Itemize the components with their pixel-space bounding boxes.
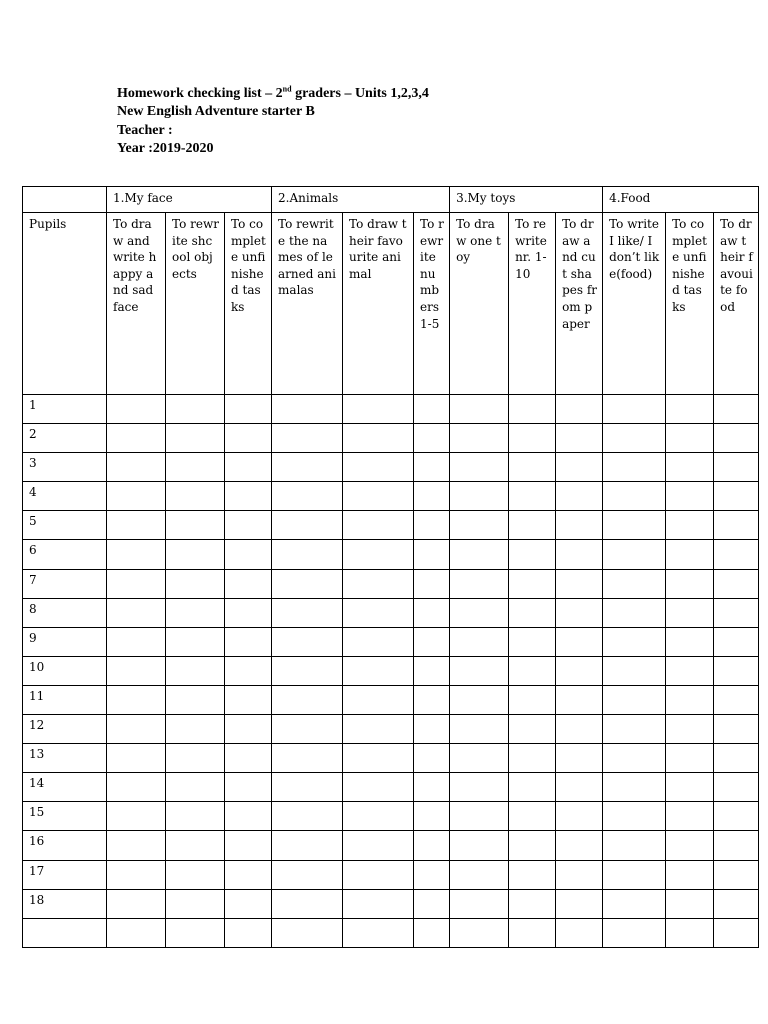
- header-title-line: [117, 85, 429, 103]
- check-cell[interactable]: [450, 569, 509, 598]
- check-cell[interactable]: [225, 656, 272, 685]
- check-cell[interactable]: [666, 395, 714, 424]
- check-cell[interactable]: [225, 715, 272, 744]
- table-row: [23, 453, 759, 482]
- task-header: To rewrite numbers 1-5: [414, 213, 450, 395]
- check-cell[interactable]: [414, 598, 450, 627]
- check-cell[interactable]: [414, 656, 450, 685]
- check-cell[interactable]: [714, 656, 759, 685]
- check-cell[interactable]: [414, 860, 450, 889]
- check-cell[interactable]: [714, 540, 759, 569]
- check-cell[interactable]: [107, 395, 166, 424]
- pupil-number: 12: [23, 715, 107, 744]
- check-cell[interactable]: [225, 482, 272, 511]
- check-cell[interactable]: [166, 482, 225, 511]
- check-cell[interactable]: [166, 773, 225, 802]
- check-cell[interactable]: [107, 773, 166, 802]
- check-cell[interactable]: [225, 453, 272, 482]
- check-cell[interactable]: [666, 831, 714, 860]
- check-cell[interactable]: [414, 482, 450, 511]
- check-cell[interactable]: [603, 540, 666, 569]
- check-cell[interactable]: [414, 715, 450, 744]
- check-cell[interactable]: [603, 453, 666, 482]
- check-cell[interactable]: [509, 511, 556, 540]
- check-cell[interactable]: [666, 685, 714, 714]
- check-cell[interactable]: [509, 656, 556, 685]
- check-cell[interactable]: [450, 656, 509, 685]
- check-cell[interactable]: [666, 569, 714, 598]
- check-cell[interactable]: [343, 569, 414, 598]
- check-cell[interactable]: [414, 453, 450, 482]
- check-cell[interactable]: [272, 773, 343, 802]
- header-teacher-line: Teacher :: [117, 122, 173, 138]
- check-cell[interactable]: [556, 685, 603, 714]
- header-year-line: Year :2019-2020: [117, 140, 214, 156]
- pupil-number: 15: [23, 802, 107, 831]
- table-row: [23, 860, 759, 889]
- check-cell[interactable]: [666, 482, 714, 511]
- task-header: To complete unfinished tasks: [225, 213, 272, 395]
- check-cell[interactable]: [450, 831, 509, 860]
- check-cell[interactable]: [603, 482, 666, 511]
- check-cell[interactable]: [714, 831, 759, 860]
- check-cell[interactable]: [343, 685, 414, 714]
- header-book-line: New English Adventure starter B: [117, 104, 315, 120]
- check-cell[interactable]: [603, 395, 666, 424]
- check-cell[interactable]: [166, 424, 225, 453]
- pupil-number: 6: [23, 540, 107, 569]
- check-cell[interactable]: [666, 627, 714, 656]
- pupil-number: 4: [23, 482, 107, 511]
- check-cell[interactable]: [343, 715, 414, 744]
- check-cell[interactable]: [509, 569, 556, 598]
- check-cell[interactable]: [556, 918, 603, 947]
- check-cell[interactable]: [714, 802, 759, 831]
- check-cell[interactable]: [450, 424, 509, 453]
- check-cell[interactable]: [414, 569, 450, 598]
- check-cell[interactable]: [272, 860, 343, 889]
- check-cell[interactable]: [666, 918, 714, 947]
- check-cell[interactable]: [343, 453, 414, 482]
- check-cell[interactable]: [272, 598, 343, 627]
- check-cell[interactable]: [714, 395, 759, 424]
- unit-header: 3.My toys: [450, 187, 603, 213]
- homework-checklist-table: [22, 186, 759, 948]
- task-header: To draw and write happy and sad face: [107, 213, 166, 395]
- check-cell[interactable]: [272, 395, 343, 424]
- pupil-number: [23, 918, 107, 947]
- check-cell[interactable]: [166, 918, 225, 947]
- check-cell[interactable]: [343, 511, 414, 540]
- table-row: [23, 511, 759, 540]
- check-cell[interactable]: [556, 540, 603, 569]
- unit-header: 4.Food: [603, 187, 759, 213]
- header-title-superscript: nd: [282, 84, 292, 94]
- table-row: [23, 656, 759, 685]
- check-cell[interactable]: [603, 860, 666, 889]
- check-cell[interactable]: [414, 540, 450, 569]
- task-header: To rewrite nr. 1-10: [509, 213, 556, 395]
- task-header: To draw their favourite animal: [343, 213, 414, 395]
- check-cell[interactable]: [714, 685, 759, 714]
- table-row: [23, 627, 759, 656]
- check-cell[interactable]: [272, 511, 343, 540]
- check-cell[interactable]: [509, 889, 556, 918]
- check-cell[interactable]: [166, 395, 225, 424]
- check-cell[interactable]: [450, 918, 509, 947]
- check-cell[interactable]: [603, 831, 666, 860]
- check-cell[interactable]: [556, 744, 603, 773]
- check-cell[interactable]: [343, 918, 414, 947]
- check-cell[interactable]: [666, 889, 714, 918]
- task-header: To write I like/ I don’t like(food): [603, 213, 666, 395]
- check-cell[interactable]: [556, 831, 603, 860]
- check-cell[interactable]: [166, 569, 225, 598]
- header-title-end: graders – Units 1,2,3,4: [291, 86, 429, 101]
- check-cell[interactable]: [107, 860, 166, 889]
- check-cell[interactable]: [509, 395, 556, 424]
- check-cell[interactable]: [556, 424, 603, 453]
- check-cell[interactable]: [166, 511, 225, 540]
- check-cell[interactable]: [272, 685, 343, 714]
- check-cell[interactable]: [714, 453, 759, 482]
- check-cell[interactable]: [509, 482, 556, 511]
- check-cell[interactable]: [666, 540, 714, 569]
- check-cell[interactable]: [107, 685, 166, 714]
- document-header: [117, 85, 429, 158]
- check-cell[interactable]: [450, 598, 509, 627]
- check-cell[interactable]: [666, 453, 714, 482]
- check-cell[interactable]: [272, 482, 343, 511]
- check-cell[interactable]: [603, 656, 666, 685]
- check-cell[interactable]: [556, 889, 603, 918]
- check-cell[interactable]: [225, 918, 272, 947]
- check-cell[interactable]: [272, 424, 343, 453]
- check-cell[interactable]: [225, 802, 272, 831]
- check-cell[interactable]: [272, 569, 343, 598]
- check-cell[interactable]: [343, 773, 414, 802]
- check-cell[interactable]: [414, 627, 450, 656]
- check-cell[interactable]: [225, 685, 272, 714]
- check-cell[interactable]: [714, 482, 759, 511]
- check-cell[interactable]: [107, 540, 166, 569]
- check-cell[interactable]: [714, 889, 759, 918]
- table-row: [23, 424, 759, 453]
- check-cell[interactable]: [107, 715, 166, 744]
- check-cell[interactable]: [225, 569, 272, 598]
- check-cell[interactable]: [225, 889, 272, 918]
- check-cell[interactable]: [343, 482, 414, 511]
- check-cell[interactable]: [166, 685, 225, 714]
- check-cell[interactable]: [714, 569, 759, 598]
- check-cell[interactable]: [272, 540, 343, 569]
- check-cell[interactable]: [603, 685, 666, 714]
- table-row: [23, 831, 759, 860]
- check-cell[interactable]: [107, 744, 166, 773]
- check-cell[interactable]: [556, 802, 603, 831]
- check-cell[interactable]: [603, 889, 666, 918]
- check-cell[interactable]: [414, 918, 450, 947]
- check-cell[interactable]: [666, 744, 714, 773]
- table-row: [23, 685, 759, 714]
- check-cell[interactable]: [343, 889, 414, 918]
- check-cell[interactable]: [450, 773, 509, 802]
- check-cell[interactable]: [603, 773, 666, 802]
- check-cell[interactable]: [343, 831, 414, 860]
- check-cell[interactable]: [556, 569, 603, 598]
- corner-cell: [23, 187, 107, 213]
- check-cell[interactable]: [343, 598, 414, 627]
- check-cell[interactable]: [450, 482, 509, 511]
- check-cell[interactable]: [343, 395, 414, 424]
- check-cell[interactable]: [666, 802, 714, 831]
- check-cell[interactable]: [166, 453, 225, 482]
- check-cell[interactable]: [450, 744, 509, 773]
- check-cell[interactable]: [450, 627, 509, 656]
- check-cell[interactable]: [509, 860, 556, 889]
- check-cell[interactable]: [225, 424, 272, 453]
- check-cell[interactable]: [450, 395, 509, 424]
- table-row: [23, 744, 759, 773]
- check-cell[interactable]: [450, 889, 509, 918]
- check-cell[interactable]: [225, 395, 272, 424]
- check-cell[interactable]: [666, 715, 714, 744]
- check-cell[interactable]: [343, 627, 414, 656]
- check-cell[interactable]: [450, 860, 509, 889]
- check-cell[interactable]: [166, 715, 225, 744]
- check-cell[interactable]: [225, 831, 272, 860]
- check-cell[interactable]: [450, 453, 509, 482]
- check-cell[interactable]: [107, 424, 166, 453]
- table-row: [23, 773, 759, 802]
- check-cell[interactable]: [666, 424, 714, 453]
- check-cell[interactable]: [166, 598, 225, 627]
- check-cell[interactable]: [414, 889, 450, 918]
- check-cell[interactable]: [343, 540, 414, 569]
- table-row: [23, 598, 759, 627]
- check-cell[interactable]: [714, 627, 759, 656]
- check-cell[interactable]: [556, 715, 603, 744]
- check-cell[interactable]: [714, 860, 759, 889]
- pupil-number: 11: [23, 685, 107, 714]
- check-cell[interactable]: [666, 598, 714, 627]
- check-cell[interactable]: [509, 598, 556, 627]
- check-cell[interactable]: [556, 860, 603, 889]
- check-cell[interactable]: [556, 627, 603, 656]
- check-cell[interactable]: [450, 511, 509, 540]
- check-cell[interactable]: [509, 802, 556, 831]
- check-cell[interactable]: [603, 627, 666, 656]
- check-cell[interactable]: [603, 598, 666, 627]
- table-row: [23, 715, 759, 744]
- check-cell[interactable]: [509, 424, 556, 453]
- check-cell[interactable]: [107, 889, 166, 918]
- check-cell[interactable]: [225, 540, 272, 569]
- check-cell[interactable]: [272, 802, 343, 831]
- check-cell[interactable]: [603, 744, 666, 773]
- check-cell[interactable]: [414, 511, 450, 540]
- check-cell[interactable]: [166, 860, 225, 889]
- check-cell[interactable]: [714, 773, 759, 802]
- check-cell[interactable]: [414, 802, 450, 831]
- check-cell[interactable]: [414, 773, 450, 802]
- header-title-start: Homework checking list – 2: [117, 86, 283, 101]
- task-header: To draw their favouite food: [714, 213, 759, 395]
- check-cell[interactable]: [666, 773, 714, 802]
- pupil-number: 3: [23, 453, 107, 482]
- table-row: [23, 482, 759, 511]
- check-cell[interactable]: [107, 656, 166, 685]
- check-cell[interactable]: [107, 598, 166, 627]
- table-row: [23, 540, 759, 569]
- pupil-number: 13: [23, 744, 107, 773]
- check-cell[interactable]: [272, 918, 343, 947]
- pupil-number: 18: [23, 889, 107, 918]
- check-cell[interactable]: [107, 482, 166, 511]
- check-cell[interactable]: [107, 511, 166, 540]
- check-cell[interactable]: [450, 802, 509, 831]
- check-cell[interactable]: [556, 598, 603, 627]
- check-cell[interactable]: [450, 540, 509, 569]
- check-cell[interactable]: [714, 744, 759, 773]
- check-cell[interactable]: [225, 511, 272, 540]
- table-body: [23, 187, 759, 948]
- check-cell[interactable]: [107, 453, 166, 482]
- check-cell[interactable]: [272, 831, 343, 860]
- check-cell[interactable]: [107, 627, 166, 656]
- table-row: [23, 889, 759, 918]
- check-cell[interactable]: [509, 627, 556, 656]
- check-cell[interactable]: [603, 424, 666, 453]
- check-cell[interactable]: [166, 889, 225, 918]
- check-cell[interactable]: [714, 598, 759, 627]
- task-header: To draw one toy: [450, 213, 509, 395]
- check-cell[interactable]: [107, 831, 166, 860]
- check-cell[interactable]: [556, 453, 603, 482]
- check-cell[interactable]: [666, 860, 714, 889]
- table-row: [23, 569, 759, 598]
- check-cell[interactable]: [556, 511, 603, 540]
- check-cell[interactable]: [556, 482, 603, 511]
- pupil-number: 2: [23, 424, 107, 453]
- check-cell[interactable]: [272, 627, 343, 656]
- check-cell[interactable]: [603, 569, 666, 598]
- check-cell[interactable]: [509, 453, 556, 482]
- check-cell[interactable]: [714, 511, 759, 540]
- check-cell[interactable]: [343, 802, 414, 831]
- check-cell[interactable]: [166, 627, 225, 656]
- pupil-number: 7: [23, 569, 107, 598]
- pupil-number: 9: [23, 627, 107, 656]
- check-cell[interactable]: [414, 424, 450, 453]
- check-cell[interactable]: [107, 918, 166, 947]
- pupil-number: 1: [23, 395, 107, 424]
- pupil-number: 16: [23, 831, 107, 860]
- check-cell[interactable]: [714, 715, 759, 744]
- check-cell[interactable]: [603, 511, 666, 540]
- unit-header-row: [23, 187, 759, 213]
- table-row: [23, 395, 759, 424]
- check-cell[interactable]: [166, 831, 225, 860]
- check-cell[interactable]: [343, 860, 414, 889]
- check-cell[interactable]: [107, 802, 166, 831]
- check-cell[interactable]: [272, 656, 343, 685]
- check-cell[interactable]: [556, 395, 603, 424]
- check-cell[interactable]: [166, 656, 225, 685]
- check-cell[interactable]: [556, 773, 603, 802]
- unit-header: 2.Animals: [272, 187, 450, 213]
- check-cell[interactable]: [509, 773, 556, 802]
- task-header: To complete unfinished tasks: [666, 213, 714, 395]
- check-cell[interactable]: [509, 685, 556, 714]
- check-cell[interactable]: [603, 918, 666, 947]
- check-cell[interactable]: [509, 744, 556, 773]
- check-cell[interactable]: [414, 831, 450, 860]
- check-cell[interactable]: [509, 540, 556, 569]
- check-cell[interactable]: [343, 424, 414, 453]
- task-header: To rewrite the names of learned animalas: [272, 213, 343, 395]
- check-cell[interactable]: [272, 715, 343, 744]
- pupil-number: 5: [23, 511, 107, 540]
- check-cell[interactable]: [343, 744, 414, 773]
- check-cell[interactable]: [556, 656, 603, 685]
- check-cell[interactable]: [272, 744, 343, 773]
- check-cell[interactable]: [166, 744, 225, 773]
- check-cell[interactable]: [343, 656, 414, 685]
- table-row: [23, 802, 759, 831]
- table-row: [23, 918, 759, 947]
- task-header-row: [23, 213, 759, 395]
- check-cell[interactable]: [509, 918, 556, 947]
- check-cell[interactable]: [509, 715, 556, 744]
- check-cell[interactable]: [225, 773, 272, 802]
- pupil-number: 8: [23, 598, 107, 627]
- pupil-number: 10: [23, 656, 107, 685]
- check-cell[interactable]: [225, 627, 272, 656]
- check-cell[interactable]: [509, 831, 556, 860]
- check-cell[interactable]: [166, 540, 225, 569]
- check-cell[interactable]: [414, 685, 450, 714]
- check-cell[interactable]: [107, 569, 166, 598]
- task-header: To draw and cut shapes from paper: [556, 213, 603, 395]
- check-cell[interactable]: [603, 802, 666, 831]
- check-cell[interactable]: [603, 715, 666, 744]
- check-cell[interactable]: [666, 656, 714, 685]
- check-cell[interactable]: [666, 511, 714, 540]
- check-cell[interactable]: [225, 860, 272, 889]
- check-cell[interactable]: [225, 744, 272, 773]
- check-cell[interactable]: [450, 715, 509, 744]
- check-cell[interactable]: [450, 685, 509, 714]
- check-cell[interactable]: [714, 918, 759, 947]
- check-cell[interactable]: [272, 453, 343, 482]
- pupil-number: 14: [23, 773, 107, 802]
- task-header: To rewrite shcool objects: [166, 213, 225, 395]
- unit-header: 1.My face: [107, 187, 272, 213]
- pupil-number: 17: [23, 860, 107, 889]
- check-cell[interactable]: [272, 889, 343, 918]
- check-cell[interactable]: [714, 424, 759, 453]
- check-cell[interactable]: [414, 744, 450, 773]
- check-cell[interactable]: [414, 395, 450, 424]
- pupils-label: Pupils: [23, 213, 107, 395]
- check-cell[interactable]: [225, 598, 272, 627]
- check-cell[interactable]: [166, 802, 225, 831]
